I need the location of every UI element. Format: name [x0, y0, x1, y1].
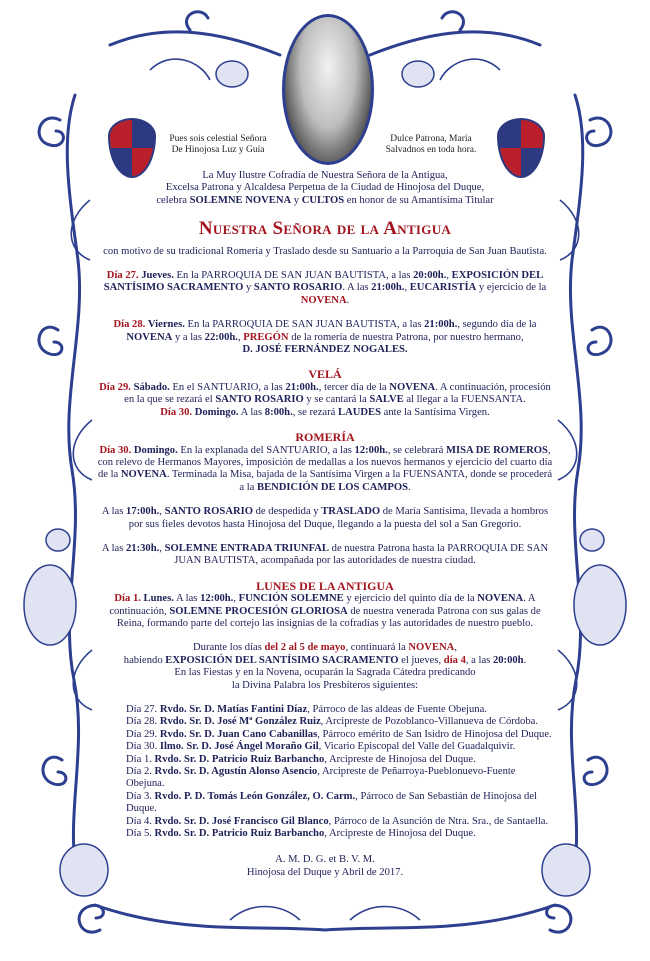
intro-line-2: Excelsa Patrona y Alcaldesa Perpetua de la Ciudad de Hinojosa del Duque,	[165, 182, 485, 194]
intro-line-1: La Muy Ilustre Cofradía de Nuestra Señora de la Antigua,	[202, 170, 448, 181]
cherub-top-left	[216, 61, 248, 87]
subtitle: con motivo de su tradicional Romería y Traslado desde su Santuario a la Parroquia de San Juan Bautista.	[103, 245, 547, 257]
section-heading-lunes: LUNES DE LA ANTIGUA	[256, 578, 394, 593]
novena-paragraph: Durante los días del 2 al 5 de mayo, continuará la NOVENA, habiendo EXPOSICIÓN DEL SANTÍSIMO SACRAMENTO el jueves, día 4, a las 20:00h. En las Fiestas y en la Novena, ocuparán la Sagrada Cátedra predicando la Divina Palabra los Presbíteros siguientes:	[123, 642, 527, 691]
romeria-paragraph-2: A las 17:00h., SANTO ROSARIO de despedida y TRASLADO de María Santísima, llevada a hombros por sus fieles devotos hasta Hinojosa del Duque, llegando a la puesta del sol a San Gregorio.	[101, 506, 549, 530]
list-item: Día 5. Rvdo. Sr. D. Patricio Ruiz Barbancho, Arcipreste de Hinojosa del Duque.	[126, 828, 476, 840]
virgin-portrait-image	[282, 14, 374, 165]
list-item: Día 4. Rvdo. Sr. D. José Francisco Gil Blanco, Párroco de la Asunción de Ntra. Sra., de Santaella.	[126, 815, 549, 827]
list-item: Día 1. Rvdo. Sr. D. Patricio Ruiz Barbancho, Arcipreste de Hinojosa del Duque.	[126, 753, 476, 765]
list-item: Día 3. Rvdo. P. D. Tomás León González, O. Carm., Párroco de San Sebastián de Hinojosa del Duque.	[126, 790, 537, 815]
list-item: Día 29. Rvdo. Sr. D. Juan Cano Cabanillas, Párroco emérito de San Isidro de Hinojosa del Duque.	[126, 728, 552, 740]
intro-block	[96, 170, 554, 207]
announcement-body	[96, 164, 554, 879]
page-title: Nuestra Señora de la Antigua	[198, 218, 452, 240]
closing-block	[96, 854, 554, 879]
list-item: Día 27. Rvdo. Sr. D. Matías Fantini Díaz, Párroco de las aldeas de Fuente Obejuna.	[126, 704, 487, 715]
romeria-paragraph-3: A las 21:30h., SOLEMNE ENTRADA TRIUNFAL de nuestra Patrona hasta la PARROQUIA DE SAN JUAN BAUTISTA, acompañada por las autoridades de nuestra ciudad.	[101, 542, 549, 567]
lunes-paragraph: Día 1. Lunes. A las 12:00h., FUNCIÓN SOLEMNE y ejercicio del quinto día de la NOVENA. A continuación, SOLEMNE PROCESIÓN GLORIOSA de nuestra venerada Patrona con sus galas de Reina, formando parte del cortejo las insignias de la cofradías y las autoridades de nuestro pueblo.	[109, 593, 541, 629]
section-heading-romeria: ROMERÍA	[295, 430, 355, 445]
preachers-list	[126, 704, 554, 840]
day-28-paragraph: Día 28. Viernes. En la PARROQUIA DE SAN JUAN BAUTISTA, a las 21:00h., segundo día de la NOVENA y a las 22:00h., PREGÓN de la romería de nuestra Patrona, por nuestro hermano, D. JOSÉ FERNÁNDEZ NOGALES.	[113, 319, 537, 356]
cherub-left	[24, 565, 76, 645]
left-caption: Pues sois celestial Señora De Hinojosa Luz y Guía	[169, 134, 267, 155]
list-item: Día 30. Ilmo. Sr. D. José Ángel Moraño Gil, Vicario Episcopal del Valle del Guadalquivir.	[126, 741, 516, 753]
right-caption: Dulce Patrona, María Salvadnos en toda hora.	[385, 134, 477, 155]
intro-line-3: celebra SOLEMNE NOVENA y CULTOS en honor de su Amantísima Titular	[156, 194, 494, 206]
closing-motto: A. M. D. G. et B. V. M.	[275, 854, 375, 866]
section-heading-vela: VELÁ	[308, 367, 342, 382]
romeria-paragraph: Día 30. Domingo. En la explanada del SANTUARIO, a las 12:00h., se celebrará MISA DE ROMEROS, con relevo de Hermanos Mayores, imposición de medallas a los nuevos hermanos y ejercicio del cuarto día de la NOVENA. Terminada la Misa, bajada de la Santísima Virgen a la FUENSANTA, donde se procederá a la BENDICIÓN DE LOS CAMPOS.	[97, 444, 553, 493]
vela-paragraph: Día 29. Sábado. En el SANTUARIO, a las 21:00h., tercer día de la NOVENA. A continuación, procesión en la que se rezará el SANTO ROSARIO y se cantará la SALVE al llegar a la FUENSANTA. Día 30. Domingo. A las 8:00h., se rezará LAUDES ante la Santísima Virgen.	[99, 381, 551, 418]
closing-date: Hinojosa del Duque y Abril de 2017.	[246, 866, 404, 878]
day-27-paragraph: Día 27. Jueves. En la PARROQUIA DE SAN JUAN BAUTISTA, a las 20:00h., EXPOSICIÓN DEL SANTÍSIMO SACRAMENTO y SANTO ROSARIO. A las 21:00h., EUCARISTÍA y ejercicio de la NOVENA.	[103, 270, 547, 306]
list-item: Día 28. Rvdo. Sr. D. José Mª González Ruiz, Arcipreste de Pozoblanco-Villanueva de Córdoba.	[126, 716, 539, 728]
list-item: Día 2. Rvdo. Sr. D. Agustín Alonso Asencio, Arcipreste de Peñarroya-Pueblonuevo-Fuente Obejuna.	[126, 766, 516, 790]
